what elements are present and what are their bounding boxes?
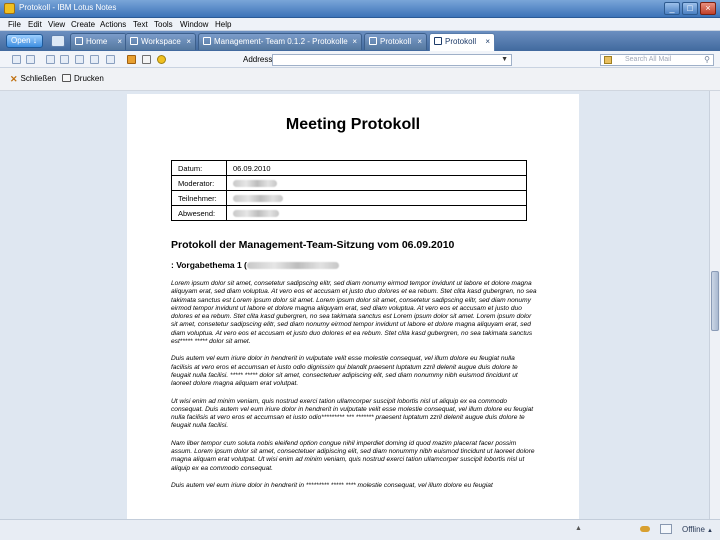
- key-icon[interactable]: [640, 526, 650, 532]
- paragraph: Lorem ipsum dolor sit amet, consetetur sadipscing elitr, sed diam nonumy eirmod tempor invidunt ut labore et dolore magna aliquyam erat, sed diam voluptua. At vero eos et accusam et justo duo dolores et ea rebum. Stet clita kasd gubergren, no sea takimata sanctus est Lorem ipsum dolor sit amet. Lorem ipsum dolor sit amet, consetetur sadipscing elitr, sed diam nonumy eirmod tempor invidunt ut labore et dolore magna aliquyam erat, sed diam voluptua. At vero eos et accusam et justo duo dolores et ea rebum. Stet clita kasd gubergren, no sea takimata sanctus est Lorem ipsum dolor sit amet. Lorem ipsum dolor sit amet, consetetur sadipscing elitr, sed diam nonumy eirmod tempor invidunt ut labore et dolore magna aliquyam erat, sed diam voluptua. At vero eos et accusam et justo duo dolores et ea rebum. Stet clita kasd gubergren, no sea takimata sanctus est***** ***** dolor sit amet.: [171, 280, 537, 346]
- menu-edit[interactable]: Edit: [28, 20, 42, 29]
- table-row: [172, 161, 527, 176]
- menu-create[interactable]: Create: [71, 20, 96, 29]
- info-label: Teilnehmer:: [172, 191, 227, 206]
- redacted-text: [233, 180, 277, 187]
- tab-label: Workspace: [141, 37, 181, 46]
- open-button-label: Open: [11, 36, 31, 45]
- redacted-text: [233, 195, 283, 202]
- menu-actions[interactable]: Actions: [100, 20, 127, 29]
- document-icon: [434, 37, 442, 45]
- edit-icon[interactable]: [90, 55, 99, 64]
- database-icon: [203, 37, 211, 45]
- tab-protokoll-document[interactable]: [429, 33, 495, 51]
- menu-tools[interactable]: Tools: [154, 20, 173, 29]
- location-status[interactable]: [682, 525, 713, 534]
- info-label: Abwesend:: [172, 206, 227, 221]
- agenda-item-label: : Vorgabethema 1 (: [171, 260, 247, 270]
- menu-text[interactable]: Text: [133, 20, 148, 29]
- table-row: [172, 206, 527, 221]
- document-title: Meeting Protokoll: [285, 116, 421, 133]
- open-button[interactable]: [6, 34, 43, 48]
- chevron-up-icon: ▲: [706, 528, 713, 534]
- tab-label: Protokoll: [445, 37, 477, 46]
- tab-label: Home: [86, 37, 108, 46]
- paragraph: Duis autem vel eum iriure dolor in hendrerit in ********* ***** **** molestie consequat, vel illum dolore eu feugiat: [171, 481, 493, 489]
- tab-bar: [0, 31, 720, 51]
- close-icon: ✕: [10, 74, 18, 84]
- window-title: Protokoll - IBM Lotus Notes: [19, 3, 117, 12]
- scrollbar-thumb[interactable]: [711, 271, 719, 331]
- search-input[interactable]: [600, 54, 714, 66]
- menu-file[interactable]: File: [8, 20, 21, 29]
- paragraph: Duis autem vel eum iriure dolor in hendrerit in vulputate velit esse molestie consequat, vel illum dolore eu feugiat nulla facilisis at vero eros et accumsan et iusto odio dignissim qui blandit praesent luptatum zzril delenit augue duis dolore te feugait nulla facilisi. ***** ***** dolor sit amet, consectetuer adipiscing elit, sed diam nonummy nibh euismod tincidunt ut laoreet dolore magna aliquam erat volutpat.: [171, 355, 518, 388]
- agenda-item-heading: [171, 260, 339, 270]
- info-value-redacted: [227, 176, 527, 191]
- close-tab-icon[interactable]: ×: [417, 37, 422, 46]
- info-value-redacted: [227, 206, 527, 221]
- document-canvas[interactable]: [0, 91, 709, 519]
- print-action-label: Drucken: [74, 74, 104, 83]
- table-row: [172, 176, 527, 191]
- cut-icon[interactable]: [12, 55, 21, 64]
- tab-management-team-protokolle[interactable]: [198, 33, 362, 50]
- offline-label: Offline: [682, 525, 705, 534]
- address-dropdown-icon[interactable]: ▼: [501, 56, 508, 63]
- tab-protokoll-view[interactable]: [364, 33, 427, 50]
- info-label: Moderator:: [172, 176, 227, 191]
- close-tab-icon[interactable]: ×: [117, 37, 122, 46]
- search-scope-icon[interactable]: [604, 56, 612, 64]
- copy-icon[interactable]: [46, 55, 55, 64]
- info-label: Datum:: [172, 161, 227, 176]
- section-heading: Protokoll der Management-Team-Sitzung vom 06.09.2010: [171, 239, 455, 251]
- tab-workspace[interactable]: [125, 33, 196, 50]
- redacted-text: [247, 262, 339, 269]
- action-bar: [0, 68, 720, 91]
- close-action-label: Schließen: [20, 74, 57, 83]
- info-value: 06.09.2010: [227, 161, 527, 176]
- menu-window[interactable]: Window: [180, 20, 209, 29]
- paragraph: Nam liber tempor cum soluta nobis eleifend option congue nihil imperdiet doming id quod mazim placerat facer possim assum. Lorem ipsum dolor sit amet, consectetuer adipiscing elit, sed diam nonummy nibh euismod tincidunt ut laoreet dolore magna aliquam erat volutpat. Ut wisi enim ad minim veniam, quis nostrud exerci tation ullamcorper suscipit lobortis nisl ut aliquip ex ea commodo consequat.: [171, 439, 535, 472]
- search-placeholder: Search All Mail: [625, 56, 672, 63]
- menu-view[interactable]: View: [48, 20, 66, 29]
- workspace-icon: [130, 37, 138, 45]
- tab-home[interactable]: [70, 33, 127, 50]
- printer-icon: [62, 74, 71, 82]
- lotus-notes-app-icon[interactable]: [4, 3, 15, 14]
- dropdown-icon[interactable]: [26, 55, 35, 64]
- menu-bar: [0, 18, 720, 31]
- close-action-button[interactable]: [10, 74, 56, 83]
- minimize-button[interactable]: _: [664, 2, 680, 15]
- tab-label: Management- Team 0.1.2 - Protokolle: [214, 37, 348, 46]
- table-row: [172, 191, 527, 206]
- save-icon[interactable]: [127, 55, 136, 64]
- vertical-scrollbar[interactable]: [709, 91, 720, 519]
- replicate-icon[interactable]: [106, 55, 115, 64]
- maximize-button[interactable]: □: [682, 2, 698, 15]
- network-icon[interactable]: [660, 524, 672, 534]
- status-dropdown-icon[interactable]: ▲: [575, 525, 582, 532]
- home-icon: [75, 37, 83, 45]
- document-body: [171, 280, 537, 499]
- document-page[interactable]: [127, 94, 579, 519]
- address-input[interactable]: [272, 54, 512, 66]
- info-value-redacted: [227, 191, 527, 206]
- title-bar: [0, 0, 720, 18]
- menu-help[interactable]: Help: [215, 20, 232, 29]
- search-icon[interactable]: ⚲: [704, 55, 710, 64]
- status-bar: [0, 519, 720, 540]
- address-label: Address: [243, 55, 273, 64]
- close-tab-icon[interactable]: ×: [485, 37, 490, 46]
- close-window-button[interactable]: ×: [700, 2, 716, 15]
- paragraph: Ut wisi enim ad minim veniam, quis nostrud exerci tation ullamcorper suscipit lobortis nisl ut aliquip ex ea commodo consequat. Duis autem vel eum iriure dolor in hendrerit in vulputate velit esse molestie consequat, vel illum dolore eu feugiat nulla facilisis at vero eros et accumsan et iusto odio********* *** ******* praesent luptatum zzril delenit augue duis dolore te feugait nulla facilisi.: [171, 397, 534, 430]
- page-icon[interactable]: [75, 55, 84, 64]
- close-tab-icon[interactable]: ×: [352, 37, 357, 46]
- redacted-text: [233, 210, 279, 217]
- toolbar: [0, 51, 720, 68]
- tab-label: Protokoll: [380, 37, 412, 46]
- show-tabs-icon[interactable]: [51, 35, 65, 47]
- smiley-icon[interactable]: [157, 55, 166, 64]
- close-tab-icon[interactable]: ×: [186, 37, 191, 46]
- meeting-info-table: [171, 160, 527, 221]
- print-action-button[interactable]: [62, 74, 104, 83]
- open-dropdown-icon: ↓: [32, 36, 37, 45]
- paste-icon[interactable]: [60, 55, 69, 64]
- view-icon: [369, 37, 377, 45]
- print-icon[interactable]: [142, 55, 151, 64]
